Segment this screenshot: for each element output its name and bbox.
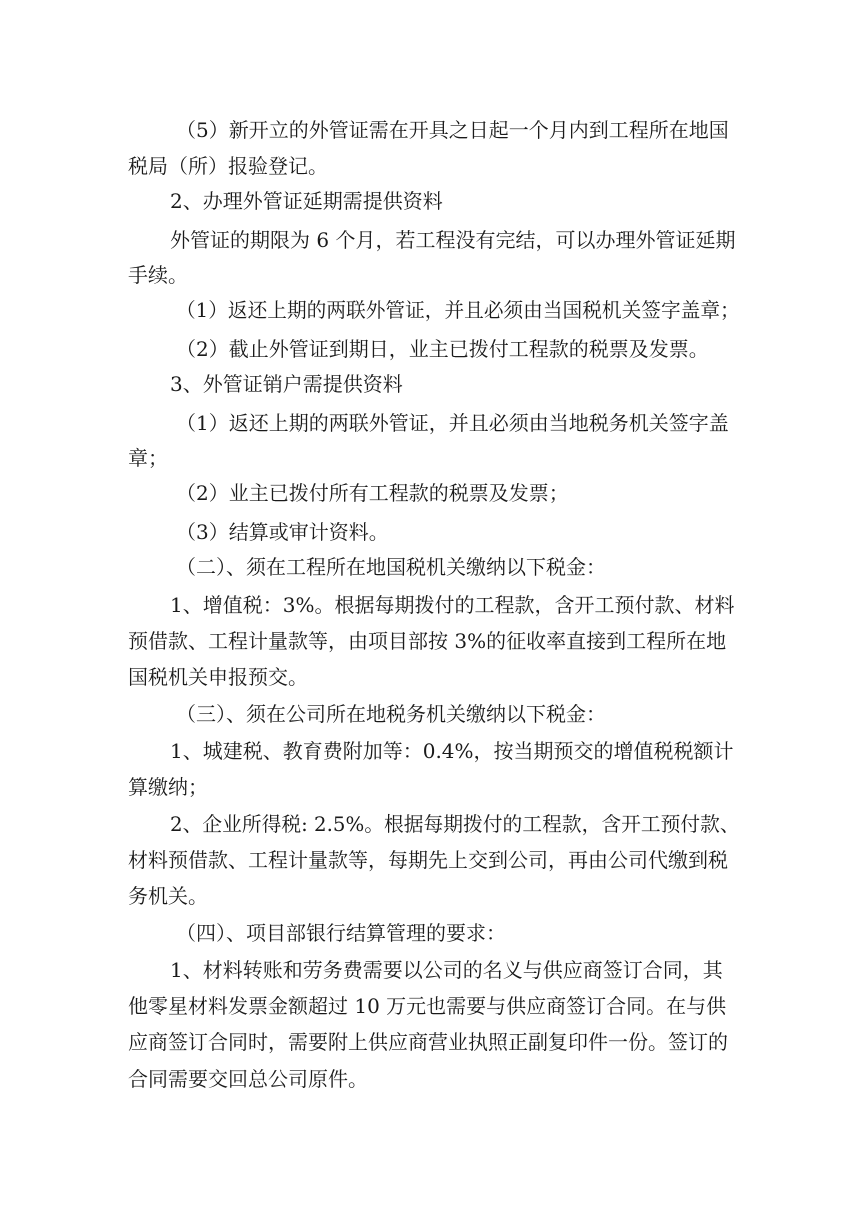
text-line: （2）截止外管证到期日，业主已拨付工程款的税票及发票。	[176, 337, 709, 361]
text-line: （1）返还上期的两联外管证，并且必须由当地税务机关签字盖	[176, 411, 729, 435]
text-line: （2）业主已拨付所有工程款的税票及发票；	[176, 481, 569, 505]
text-line: 应商签订合同时，需要附上供应商营业执照正副复印件一份。签订的	[128, 1030, 728, 1054]
text-line: 国税机关申报预交。	[128, 665, 308, 689]
text-line: 1、增值税：3%。根据每期拨付的工程款，含开工预付款、材料	[170, 593, 735, 617]
text-line: （二）、须在工程所在地国税机关缴纳以下税金：	[176, 555, 606, 579]
text-line: 外管证的期限为 6 个月，若工程没有完结，可以办理外管证延期	[170, 228, 736, 252]
text-line: 税局（所）报验登记。	[128, 154, 328, 178]
text-line: 算缴纳；	[128, 775, 208, 799]
text-line: 合同需要交回总公司原件。	[128, 1067, 368, 1091]
text-line: （三）、须在公司所在地税务机关缴纳以下税金：	[176, 702, 606, 726]
text-line: （1）返还上期的两联外管证，并且必须由当国税机关签字盖章；	[176, 298, 740, 322]
text-line: （3）结算或审计资料。	[176, 520, 389, 544]
text-line: （5）新开立的外管证需在开具之日起一个月内到工程所在地国	[176, 118, 729, 142]
text-line: 1、城建税、教育费附加等：0.4%，按当期预交的增值税税额计	[170, 739, 734, 763]
text-line: 他零星材料发票金额超过 10 万元也需要与供应商签订合同。在与供	[128, 994, 727, 1018]
text-line: 3、外管证销户需提供资料	[170, 372, 403, 396]
text-line: 2、办理外管证延期需提供资料	[170, 189, 443, 213]
text-line: 章；	[128, 446, 168, 470]
text-line: 2、企业所得税: 2.5%。根据每期拨付的工程款，含开工预付款、	[170, 812, 740, 836]
text-line: 务机关。	[128, 884, 208, 908]
text-line: 手续。	[128, 263, 188, 287]
text-line: 1、材料转账和劳务费需要以公司的名义与供应商签订合同，其	[170, 958, 723, 982]
text-line: 预借款、工程计量款等，由项目部按 3%的征收率直接到工程所在地	[128, 629, 727, 653]
text-line: 材料预借款、工程计量款等，每期先上交到公司，再由公司代缴到税	[128, 848, 728, 872]
text-line: （四）、项目部银行结算管理的要求：	[176, 921, 506, 945]
